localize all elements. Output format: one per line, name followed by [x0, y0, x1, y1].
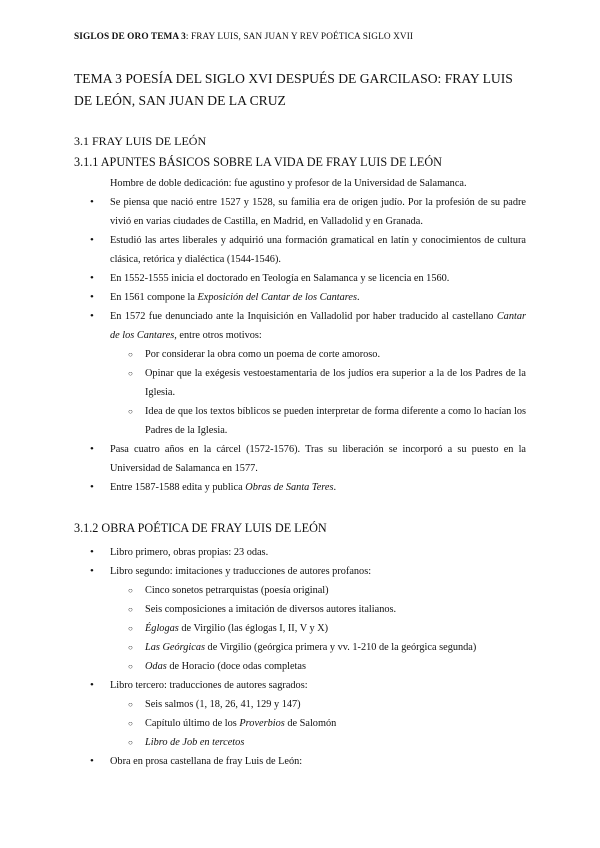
list-item: • Se piensa que nació entre 1527 y 1528, su familia era de origen judío. Por la profesión de su padre vivió en varias ciudades de Castilla, en Madrid, en Valladolid y en Granada. — [90, 193, 526, 231]
sub-list-item: ○ Idea de que los textos bíblicos se pueden interpretar de forma diferente a como lo hacían los Padres de la Iglesia. — [110, 402, 526, 440]
intro-paragraph: Hombre de doble dedicación: fue agustino y profesor de la Universidad de Salamanca. — [110, 178, 467, 189]
running-header — [74, 32, 413, 42]
text: . — [333, 482, 337, 493]
text: Capítulo último de los — [145, 718, 240, 729]
sub-list-item — [110, 638, 526, 657]
sub-list — [110, 695, 526, 752]
list-item — [90, 478, 526, 497]
work-title: Proverbios — [239, 718, 285, 729]
text: de Salomón — [284, 718, 337, 729]
text: de Virgilio (geórgica primera y vv. 1-210 de la geórgica segunda) — [204, 642, 477, 653]
sub-list-item — [110, 657, 526, 676]
work-title: Obras de Santa Teres — [245, 482, 334, 493]
text: Libro segundo: imitaciones y traducciones de autores profanos: — [110, 566, 372, 577]
header-rest: : FRAY LUIS, SAN JUAN Y REV POÉTICA SIGLO XVII — [185, 32, 414, 42]
work-title: Églogas — [145, 623, 179, 634]
list-item — [90, 676, 526, 752]
subsection-heading-life: 3.1.1 APUNTES BÁSICOS SOBRE LA VIDA DE FRAY LUIS DE LEÓN — [74, 155, 442, 169]
work-title: Las Geórgicas — [145, 642, 205, 653]
list-item: • Pasa cuatro años en la cárcel (1572-1576). Tras su liberación se incorporó a su puesto en la Universidad de Salamanca en 1577. — [90, 440, 526, 478]
sub-list-item — [110, 714, 526, 733]
list-item — [90, 562, 526, 676]
sub-list-item: ○ Cinco sonetos petrarquistas (poesía original) — [110, 581, 526, 600]
text: En 1561 compone la — [110, 292, 198, 303]
sub-list — [110, 345, 526, 440]
text: , entre otros motivos: — [174, 330, 262, 341]
work-title: Odas — [145, 661, 167, 672]
sub-list-item: ○ Por considerar la obra como un poema de corte amoroso. — [110, 345, 526, 364]
list-item — [90, 307, 526, 440]
list-item: • Libro primero, obras propias: 23 odas. — [90, 543, 526, 562]
works-bullet-list — [90, 543, 526, 771]
sub-list-item — [110, 619, 526, 638]
work-title: Cantar de los Cantares — [110, 311, 526, 341]
header-bold: SIGLOS DE ORO TEMA 3 — [74, 32, 186, 42]
work-title: Libro de Job en tercetos — [145, 737, 245, 748]
text: de Virgilio (las églogas I, II, V y X) — [178, 623, 329, 634]
list-item: • En 1552-1555 inicia el doctorado en Teología en Salamanca y se licencia en 1560. — [90, 269, 526, 288]
text: . — [357, 292, 360, 303]
works-section-body — [90, 543, 526, 771]
sub-list-item: ○ Seis salmos (1, 18, 26, 41, 129 y 147) — [110, 695, 526, 714]
text: de Horacio (doce odas completas — [166, 661, 306, 672]
text: Entre 1587-1588 edita y publica — [110, 482, 246, 493]
work-title: Exposición del Cantar de los Cantares — [197, 292, 358, 303]
text: En 1572 fue denunciado ante la Inquisición en Valladolid por haber traducido al castellano — [110, 311, 497, 322]
document-title: TEMA 3 POESÍA DEL SIGLO XVI DESPUÉS DE GARCILASO: FRAY LUIS DE LEÓN, SAN JUAN DE LA CRUZ — [74, 71, 513, 108]
sub-list-item: ○ Opinar que la exégesis vestoestamentaria de los judíos era superior a la de los Padres de la Iglesia. — [110, 364, 526, 402]
list-item — [90, 288, 526, 307]
sub-list-item: ○ Seis composiciones a imitación de diversos autores italianos. — [110, 600, 526, 619]
text: Libro tercero: traducciones de autores sagrados: — [110, 680, 308, 691]
subsection-heading-works: 3.1.2 OBRA POÉTICA DE FRAY LUIS DE LEÓN — [74, 521, 327, 535]
list-item: • Estudió las artes liberales y adquirió una formación gramatical en latín y conocimientos de cultura clásica, retórica y dialéctica (1544-1546). — [90, 231, 526, 269]
section-heading: 3.1 FRAY LUIS DE LEÓN — [74, 134, 207, 148]
list-item: • Obra en prosa castellana de fray Luis de León: — [90, 752, 526, 771]
sub-list — [110, 581, 526, 676]
sub-list-item — [110, 733, 526, 752]
life-section-body — [90, 175, 526, 497]
life-bullet-list — [90, 193, 526, 497]
